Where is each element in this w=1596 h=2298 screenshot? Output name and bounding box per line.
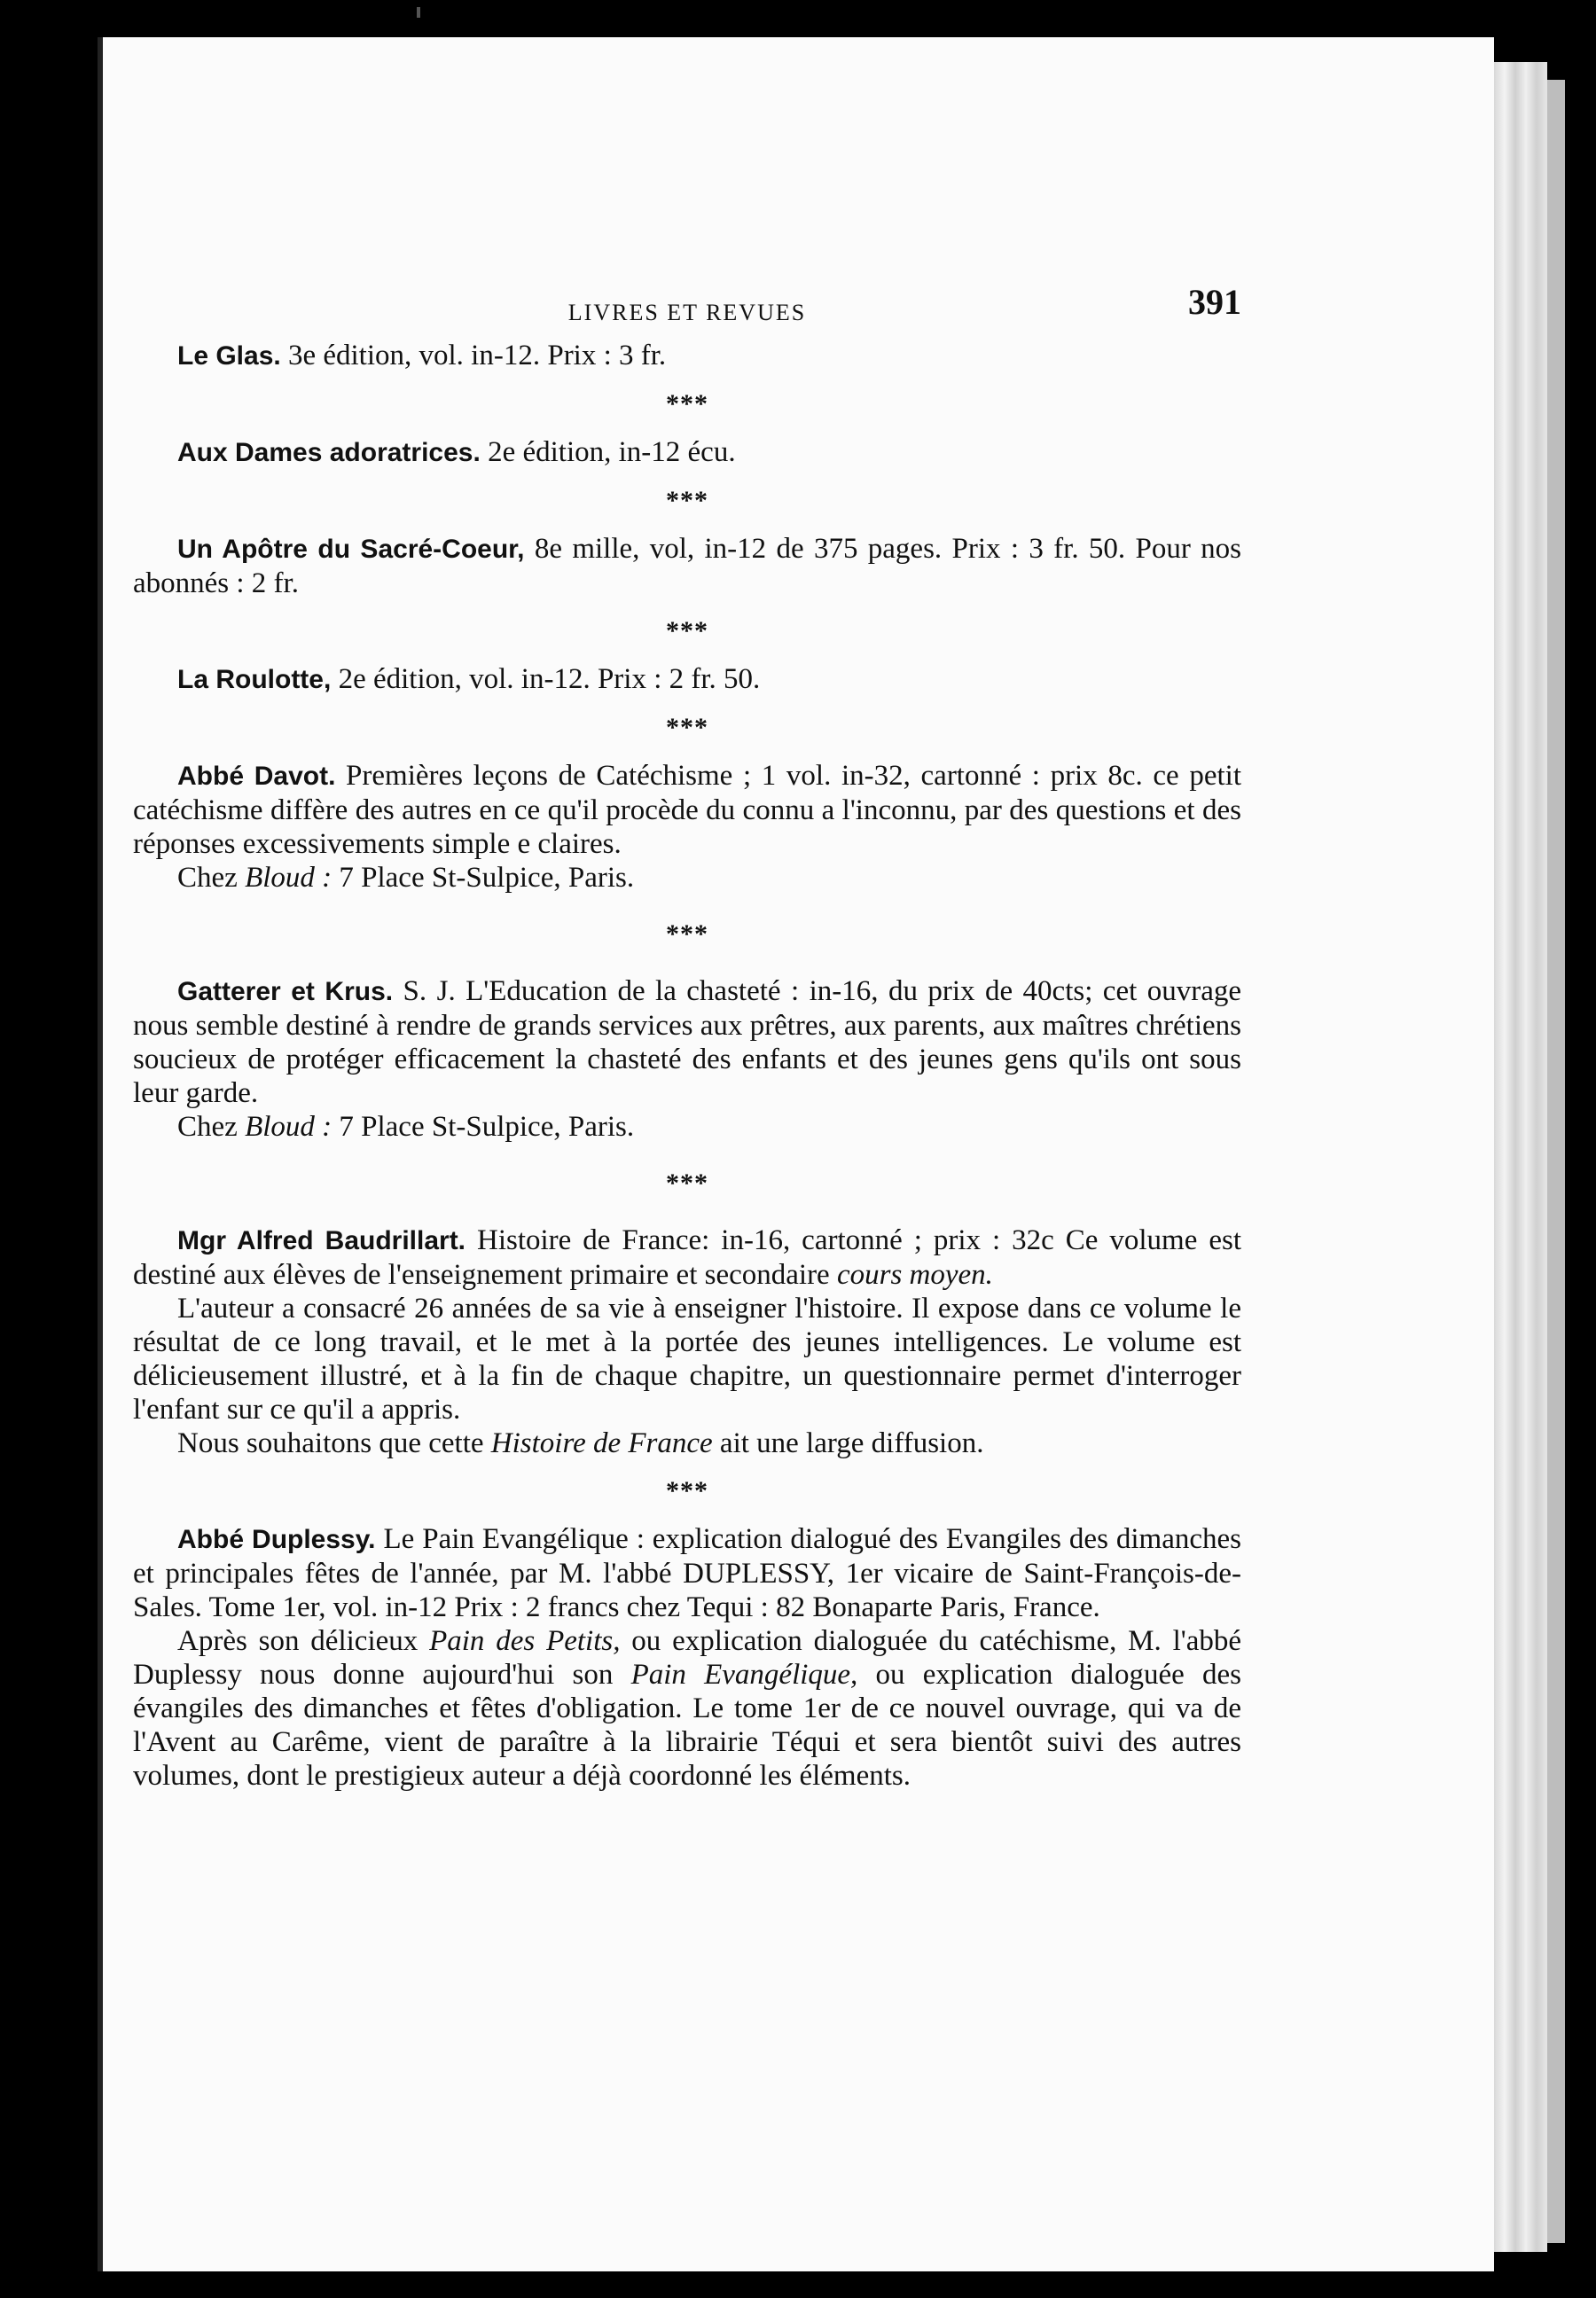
entry-text: Le Pain Evangélique : explication dialogué des Evangiles des dimanches et principales fêtes de l'année, par M. l'abbé DUPLESSY, 1er vicaire de Saint-François-de-Sales. Tome 1er, vol. in-12 Prix : 2 francs chez Tequi : 82 Bonaparte Paris, France. bbox=[133, 1523, 1241, 1623]
entry-title: Gatterer et Krus. bbox=[177, 977, 394, 1006]
entry-aux-dames bbox=[133, 435, 1241, 470]
page-edges-shadow bbox=[1547, 80, 1565, 2243]
entry-title: Aux Dames adoratrices. bbox=[177, 438, 481, 467]
entry-text: Histoire de France: in-16, cartonné ; prix : 32c Ce volume est destiné aux élèves de l'enseignement primaire et secondaire bbox=[133, 1224, 1241, 1291]
page-edges bbox=[1494, 62, 1547, 2252]
publisher-prefix: Chez bbox=[177, 1111, 246, 1143]
publisher-address: 7 Place St-Sulpice, Paris. bbox=[332, 1111, 635, 1143]
entry-title: Un Apôtre du Sacré-Coeur, bbox=[177, 535, 525, 564]
page-number: 391 bbox=[1188, 282, 1241, 322]
entry-paragraph: L'auteur a consacré 26 années de sa vie à enseigner l'histoire. Il expose dans ce volume le résultat de ce long travail, et le met à la portée des jeunes intelligences. Le volume est délicieusement illustré, et à la fin de chaque chapitre, un questionnaire permet d'interroger l'enfant sur ce qu'il a appris. bbox=[133, 1293, 1241, 1426]
page-content bbox=[133, 250, 1241, 1793]
scan-speck bbox=[417, 7, 420, 18]
page-header bbox=[133, 250, 1241, 325]
entry-davot bbox=[133, 759, 1241, 895]
entry-duplessy bbox=[133, 1522, 1241, 1793]
entry-title: Abbé Duplessy. bbox=[177, 1525, 376, 1554]
asterism-separator: *** bbox=[666, 1476, 708, 1505]
paragraph-text: ait une large diffusion. bbox=[712, 1427, 984, 1459]
paragraph-text: Nous souhaitons que cette bbox=[177, 1427, 491, 1459]
asterism-separator: *** bbox=[666, 919, 708, 949]
paragraph-text: ou explication dialoguée du catéchisme, M. l'abbé Duplessy nous donne aujourd'hui son bbox=[133, 1625, 1241, 1691]
asterism-separator: *** bbox=[666, 389, 708, 418]
paragraph-text: Après son délicieux bbox=[177, 1625, 430, 1657]
entry-baudrillart bbox=[133, 1223, 1241, 1460]
entry-roulotte bbox=[133, 662, 1241, 697]
entry-text: 3e édition, vol. in-12. Prix : 3 fr. bbox=[280, 340, 667, 371]
book-title: Histoire de France bbox=[490, 1427, 713, 1459]
book-title: Pain des Petits, bbox=[429, 1625, 621, 1657]
entry-title: Le Glas. bbox=[177, 341, 281, 371]
entry-italic: cours moyen. bbox=[836, 1259, 993, 1291]
entry-title: Abbé Davot. bbox=[177, 762, 336, 791]
asterism-separator: *** bbox=[666, 486, 708, 515]
entry-apotre bbox=[133, 532, 1241, 600]
entry-text: S. J. L'Education de la chasteté : in-16, du prix de 40cts; cet ouvrage nous semble destiné à rendre de grands services aux prêtres, aux parents, aux maîtres chrétiens soucieux de protéger efficacement la chasteté des enfants et des jeunes gens qu'ils ont sous leur garde. bbox=[133, 975, 1241, 1109]
entry-text: Premières leçons de Catéchisme ; 1 vol. in-32, cartonné : prix 8c. ce petit catéchisme diffère des autres en ce qu'il procède du connu a l'inconnu, par des questions et des réponses excessivements simple e claires. bbox=[133, 760, 1241, 860]
asterism-separator: *** bbox=[666, 713, 708, 742]
paragraph-text: ou explication dialoguée des évangiles des dimanches et fêtes d'obligation. Le tome 1er de ce nouvel ouvrage, qui va de l'Avent au Carême, vient de paraître à la librairie Téqui et sera bientôt suivi des autres volumes, dont le prestigieux auteur a déjà coordonné les éléments. bbox=[133, 1659, 1241, 1792]
entry-text: 2e édition, vol. in-12. Prix : 2 fr. 50. bbox=[331, 663, 761, 695]
entry-gatterer bbox=[133, 974, 1241, 1144]
publisher-address: 7 Place St-Sulpice, Paris. bbox=[332, 862, 635, 894]
asterism-separator: *** bbox=[666, 1169, 708, 1198]
publisher-name: Bloud : bbox=[245, 1111, 332, 1143]
entry-title: Mgr Alfred Baudrillart. bbox=[177, 1226, 466, 1255]
running-head: LIVRES ET REVUES bbox=[567, 300, 807, 325]
publisher-prefix: Chez bbox=[177, 862, 246, 894]
publisher-name: Bloud : bbox=[245, 862, 332, 894]
asterism-separator: *** bbox=[666, 616, 708, 645]
entry-title: La Roulotte, bbox=[177, 665, 332, 694]
entry-le-glas bbox=[133, 339, 1241, 373]
entry-text: 2e édition, in-12 écu. bbox=[480, 436, 736, 468]
book-title: Pain Evangélique, bbox=[630, 1659, 858, 1691]
entry-text: 8e mille, vol, in-12 de 375 pages. Prix : 3 fr. 50. Pour nos abonnés : 2 fr. bbox=[133, 533, 1241, 599]
